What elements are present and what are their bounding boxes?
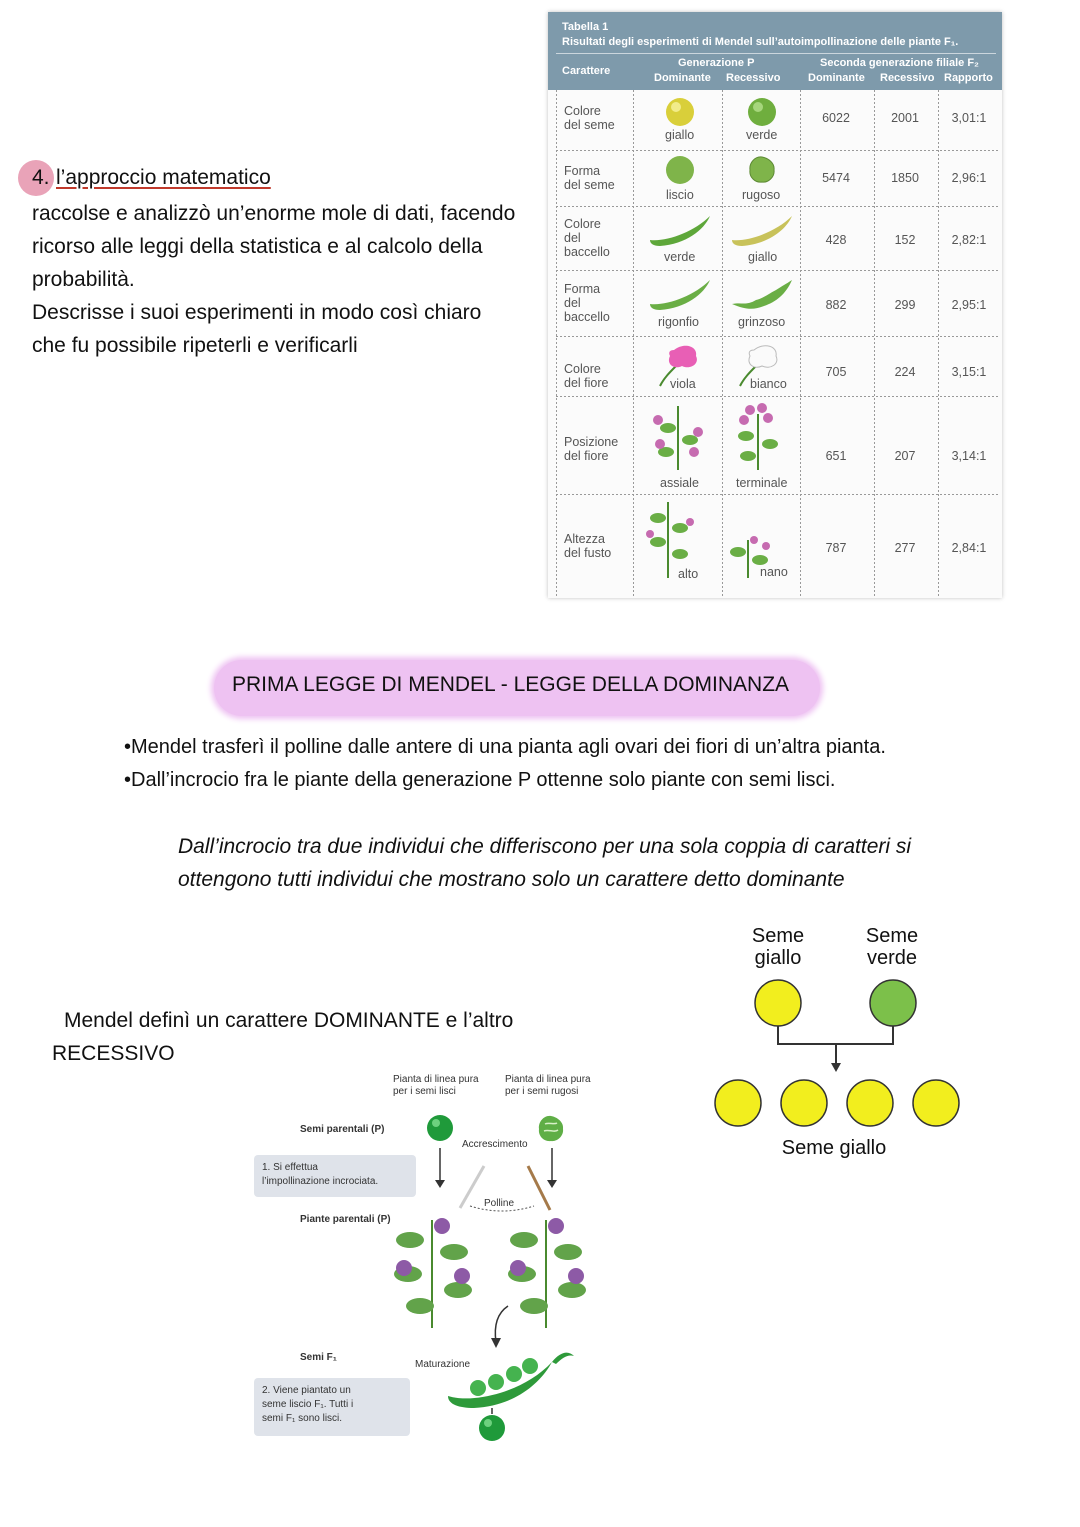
dominant-line-2: RECESSIVO: [52, 1042, 175, 1065]
cell-dominante: alto: [678, 567, 699, 581]
table-row: Altezza del fusto: [564, 532, 612, 560]
cell-f2-recessivo: 224: [894, 365, 916, 379]
step-2-bubble: 2. Viene piantato un seme liscio F₁. Tutti i semi F₁ sono lisci.: [254, 1378, 410, 1436]
label-pianta-rugosi: Pianta di linea pura per i semi rugosi: [505, 1074, 591, 1097]
body-line: ricorso alle leggi della statistica e al calcolo della: [32, 235, 483, 258]
table-label: Tabella 1: [562, 21, 609, 33]
cell-recessivo: grinzoso: [738, 315, 786, 329]
smooth-seed-icon: [426, 1114, 454, 1144]
yellow-seed-icon: [755, 980, 801, 1026]
cell-f2-dominante: 882: [825, 298, 847, 312]
inflated-pod-icon: [646, 276, 716, 312]
step-1-bubble: 1. Si effettua l’impollinazione incrociata.: [254, 1155, 416, 1197]
table-header: [548, 12, 1002, 90]
cell-f2-recessivo: 277: [894, 541, 916, 555]
cell-recessivo: nano: [760, 565, 788, 579]
cell-dominante: assiale: [660, 476, 699, 490]
section-number: 4.: [32, 166, 50, 189]
cell-rapporto: 2,95:1: [951, 298, 987, 312]
cell-f2-recessivo: 1850: [891, 171, 919, 185]
axial-flower-plant-icon: [648, 400, 708, 472]
body-line: Descrisse i suoi esperimenti in modo così chiaro: [32, 301, 482, 324]
cell-rapporto: 2,84:1: [951, 541, 987, 555]
label-semi-f1: Semi F₁: [300, 1352, 337, 1363]
body-line: probabilità.: [32, 268, 135, 291]
yellow-seed-icon: [715, 1080, 761, 1126]
table-caption: Risultati degli esperimenti di Mendel sull’autoimpollinazione delle piante F₁.: [562, 36, 959, 48]
yellow-seed-icon: [664, 96, 696, 128]
label-piante-parentali: Piante parentali (P): [300, 1214, 391, 1225]
cell-rapporto: 3,14:1: [951, 449, 987, 463]
smooth-seed-icon: [664, 154, 696, 186]
cell-rapporto: 2,82:1: [951, 233, 987, 247]
table-row: Colore del seme: [564, 104, 615, 132]
cell-f2-recessivo: 299: [894, 298, 916, 312]
cell-f2-dominante: 5474: [822, 171, 850, 185]
cell-recessivo: bianco: [750, 377, 787, 391]
definition-line-1: Dall’incrocio tra due individui che differiscono per una sola coppia di caratteri si: [178, 835, 912, 858]
header-f2: Seconda generazione filiale F₂: [820, 57, 979, 69]
cell-recessivo: giallo: [748, 250, 778, 264]
label-semi-parentali: Semi parentali (P): [300, 1124, 385, 1135]
cell-f2-dominante: 705: [825, 365, 847, 379]
open-pod-icon: [444, 1338, 578, 1410]
seed-cross-diagram: [700, 975, 970, 1133]
section-body: [32, 197, 552, 362]
table-row: Forma del baccello: [564, 282, 610, 324]
cell-recessivo: terminale: [736, 476, 788, 490]
cell-rapporto: 2,96:1: [951, 171, 987, 185]
cell-dominante: verde: [664, 250, 696, 264]
cell-recessivo: rugoso: [742, 188, 781, 202]
cell-f2-dominante: 6022: [822, 111, 850, 125]
wrinkled-seed-icon: [536, 1114, 566, 1144]
constricted-pod-icon: [728, 276, 798, 312]
cell-rapporto: 3,01:1: [951, 111, 987, 125]
cell-recessivo: verde: [746, 128, 778, 142]
dominant-line-1: Mendel definì un carattere DOMINANTE e l’altro: [64, 1009, 514, 1032]
law-title: PRIMA LEGGE DI MENDEL - LEGGE DELLA DOMINANZA: [232, 673, 790, 696]
label-seme-verde: Seme verde: [865, 925, 919, 969]
header-carattere: Carattere: [562, 65, 611, 77]
cell-dominante: rigonfio: [658, 315, 699, 329]
label-accrescimento: Accrescimento: [462, 1139, 528, 1150]
bullet-2: •Dall’incrocio fra le piante della generazione P ottenne solo piante con semi lisci.: [124, 769, 836, 791]
table-row: Colore del fiore: [564, 362, 609, 390]
bullet-1: •Mendel trasferì il polline dalle antere di una pianta agli ovari dei fiori di un’altra pianta.: [124, 736, 886, 758]
table-row: Forma del seme: [564, 164, 615, 192]
cell-f2-dominante: 787: [825, 541, 847, 555]
header-rapporto: Rapporto: [944, 72, 993, 84]
cell-f2-recessivo: 207: [894, 449, 916, 463]
yellow-pod-icon: [728, 212, 798, 248]
cell-dominante: liscio: [666, 188, 694, 202]
label-maturazione: Maturazione: [415, 1359, 471, 1370]
f1-seed-icon: [476, 1408, 508, 1444]
body-line: raccolse e analizzò un’enorme mole di dati, facendo: [32, 202, 516, 225]
table-row: Colore del baccello: [564, 217, 610, 259]
label-seme-giallo-result: Seme giallo: [781, 1137, 887, 1159]
label-seme-giallo: Seme giallo: [751, 925, 805, 969]
yellow-seed-icon: [781, 1080, 827, 1126]
label-polline: Polline: [484, 1198, 515, 1209]
green-seed-icon: [746, 96, 778, 128]
green-seed-icon: [870, 980, 916, 1026]
cell-f2-recessivo: 2001: [891, 111, 919, 125]
cell-f2-dominante: 651: [825, 449, 847, 463]
header-recessivo-f2: Recessivo: [880, 72, 935, 84]
label-pianta-lisci: Pianta di linea pura per i semi lisci: [393, 1074, 479, 1097]
header-generazione-p: Generazione P: [678, 57, 755, 69]
results-table: [548, 12, 1002, 598]
yellow-seed-icon: [913, 1080, 959, 1126]
cell-f2-recessivo: 152: [894, 233, 916, 247]
cell-dominante: viola: [670, 377, 696, 391]
section-title: l’approccio matematico: [56, 166, 271, 189]
green-pod-icon: [646, 212, 716, 248]
header-dominante-p: Dominante: [654, 72, 711, 84]
body-line: che fu possibile ripeterli e verificarli: [32, 334, 358, 357]
cell-rapporto: 3,15:1: [951, 365, 987, 379]
definition-line-2: ottengono tutti individui che mostrano solo un carattere detto dominante: [178, 868, 845, 891]
cell-f2-dominante: 428: [825, 233, 847, 247]
header-dominante-f2: Dominante: [808, 72, 865, 84]
table-row: Posizione del fiore: [564, 435, 619, 463]
header-recessivo-p: Recessivo: [726, 72, 781, 84]
terminal-flower-plant-icon: [728, 400, 788, 472]
wrinkled-seed-icon: [746, 154, 778, 186]
yellow-seed-icon: [847, 1080, 893, 1126]
cell-dominante: giallo: [665, 128, 695, 142]
